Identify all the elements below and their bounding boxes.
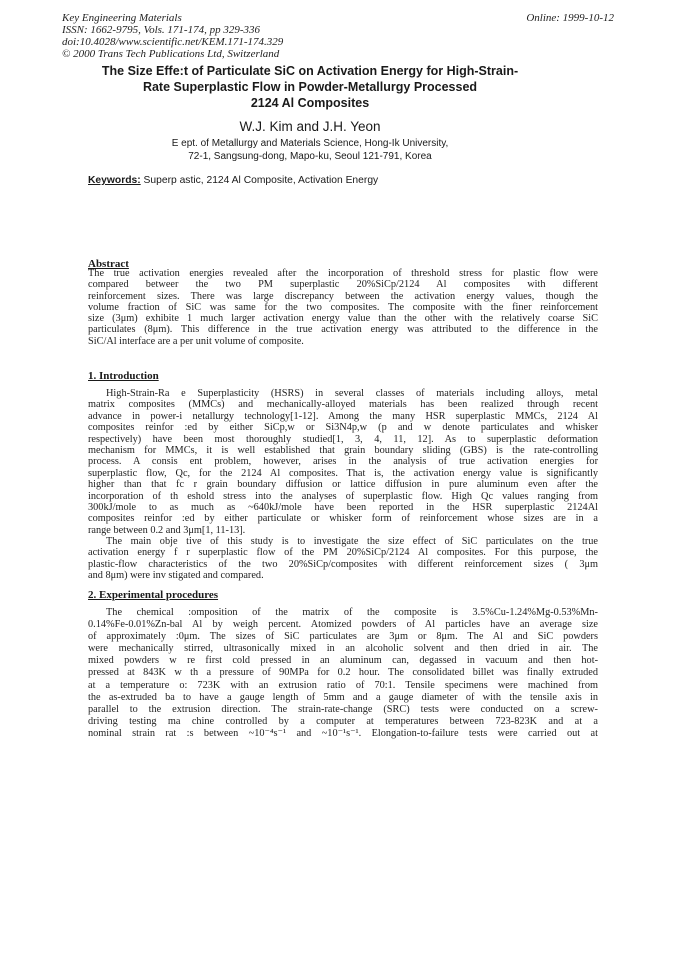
intro-line: incorporation of th eshold stress into the analyses of superplastic flow. High Qc values ranging from — [88, 490, 598, 502]
abstract-text — [88, 268, 598, 347]
abstract-line: particulates (8μm). This difference in the true activation energy was attributed to the difference in the — [88, 324, 598, 336]
abstract-heading: Abstract — [88, 258, 129, 270]
online-date: Online: 1999-10-12 — [526, 12, 614, 24]
intro-line: matrix composites (MMCs) and mechanically-alloyed materials has been realized through recent — [88, 399, 598, 411]
experimental-line: nominal strain rat :s between ~10⁻⁴s⁻¹ and ~10⁻¹s⁻¹. Elongation-to-failure tests were carried out at — [88, 727, 598, 739]
paper-title-line: Rate Superplastic Flow in Powder-Metallurgy Processed — [142, 80, 478, 94]
keywords-text: Superp astic, 2124 Al Composite, Activation Energy — [140, 175, 379, 186]
abstract-line: reinforcement sizes. There was large discrepancy between the activation energy values, though the — [88, 290, 598, 302]
experimental-line: 0.14%Fe-0.01%Zn-bal Al by weigh percent. Atomized powders of Al particles have an average size — [88, 619, 598, 631]
keywords — [88, 174, 378, 187]
experimental-heading: 2. Experimental procedures — [88, 589, 219, 601]
journal-name: Key Engineering Materials — [62, 12, 182, 24]
copyright-line: © 2000 Trans Tech Publications Ltd, Switzerland — [62, 48, 280, 60]
abstract-line: The true activation energies revealed after the incorporation of threshold stress for plastic flow were — [88, 268, 598, 279]
affiliation-line: E ept. of Metallurgy and Materials Science, Hong-Ik University, — [171, 138, 449, 149]
affiliation-line: 72-1, Sangsung-dong, Mapo-ku, Seoul 121-791, Korea — [188, 150, 432, 162]
intro-line: composites reinfor :ed by either SiCp,w or Si3N4p,w (p and w denote particulates and whisker — [88, 422, 598, 434]
intro-line: The main obje tive of this study is to investigate the size effect of SiC particulates on the true — [106, 536, 598, 548]
issn-line: ISSN: 1662-9795, Vols. 171-174, pp 329-336 — [62, 24, 260, 36]
intro-line: process. A consis ent problem, however, arises in the analysis of true activation energies for — [88, 456, 598, 468]
abstract-line: SiC/Al interface are a per unit volume of composite. — [88, 335, 304, 347]
abstract-line: volume fraction of SiC was same for the two composites. The composite with the finer reinforcement — [88, 301, 598, 313]
intro-line: 300kJ/mole to as much as ~640kJ/mole have been reported in the HSR superplastic 2124Al — [88, 501, 598, 513]
experimental-line: at a temperature o: 723K with an extrusion ratio of 70:1. Tensile specimens were machined from — [88, 679, 598, 691]
experimental-line: driving testing ma chine controlled by a computer at temperatures between 723-823K and at a — [88, 715, 598, 727]
intro-line: higher than that fc r grain boundary diffusion or lattice diffusion in pure aluminum even after the — [88, 479, 598, 491]
intro-line: mechanism for MMCs, it is well established that grain boundary sliding (GBS) is the rate-controlling — [88, 444, 598, 456]
intro-line: plastic-flow characteristics of the two 20%SiCp/composites with different reinforcement sizes ( 3μm — [88, 558, 598, 570]
journal-header — [62, 12, 283, 60]
intro-line: High-Strain-Ra e Superplasticity (HSRS) in several classes of materials including alloys, metal — [106, 388, 598, 399]
experimental-text — [88, 607, 598, 740]
introduction-heading: 1. Introduction — [88, 370, 159, 382]
doi-line: doi:10.4028/www.scientific.net/KEM.171-174.329 — [62, 36, 284, 48]
intro-line: superplastic flow, Qc, for the 2124 Al composites. That is, the activation energy value is significantly — [88, 467, 598, 479]
experimental-line: pressed at 843K w th a pressure of 90MPa for 0.2 hour. The consolidated billet was finally extruded — [88, 667, 598, 679]
intro-line: composites reinfor :ed by either particulate or whisker form of reinforcement whose sizes are in a — [88, 513, 598, 525]
affiliation — [40, 138, 580, 163]
paper-title-line: 2124 Al Composites — [250, 96, 370, 110]
authors: W.J. Kim and J.H. Yeon — [239, 119, 381, 134]
experimental-line: parallel to the extrusion direction. The strain-rate-change (SRC) tests were conducted on a screw- — [88, 703, 598, 715]
abstract-line: size (3μm) exhibite 1 much larger activation energy value than the other with the relatively coarse SiC — [88, 313, 598, 325]
abstract-line: compared betweer the two PM superplastic 20%SiCp/2124 Al composites with different — [88, 279, 598, 291]
paper-title-line: The Size Effe:t of Particulate SiC on Activation Energy for High-Strain- — [101, 64, 519, 78]
intro-line: respectively) have been most thoroughly studied[1, 3, 4, 11, 12]. As to superplastic deformation — [88, 433, 598, 445]
intro-line: range between 0.2 and 3μm[1, 11-13]. — [88, 524, 246, 536]
introduction-text — [88, 388, 598, 582]
intro-line: activation energy f r superplastic flow of the PM 20%SiCp/2124 Al composites. For this purpose, the — [88, 547, 598, 559]
intro-line: and 8μm) were inv stigated and compared. — [88, 570, 264, 582]
experimental-line: mixed powders w re first cold pressed in an aluminum can, degassed in vacuum and then hot- — [88, 655, 598, 667]
intro-line: advance in power-i netallurgy technology[1-12]. Among the many HSR superplastic MMCs, 2124 Al — [88, 410, 598, 422]
experimental-line: were mechanically stirred, ultrasonically mixed in an alcoholic solvent and then dried in air. The — [88, 643, 598, 655]
keywords-label: Keywords: — [88, 175, 141, 186]
experimental-line: of approximately :0μm. The sizes of SiC particulates are 3μm or 8μm. The Al and SiC powders — [88, 631, 598, 643]
experimental-line: the as-extruded ba to have a gauge length of 5mm and a gauge diameter of with the tensile axis in — [88, 691, 598, 703]
experimental-line: The chemical :omposition of the matrix of the composite is 3.5%Cu-1.24%Mg-0.53%Mn- — [106, 607, 598, 618]
